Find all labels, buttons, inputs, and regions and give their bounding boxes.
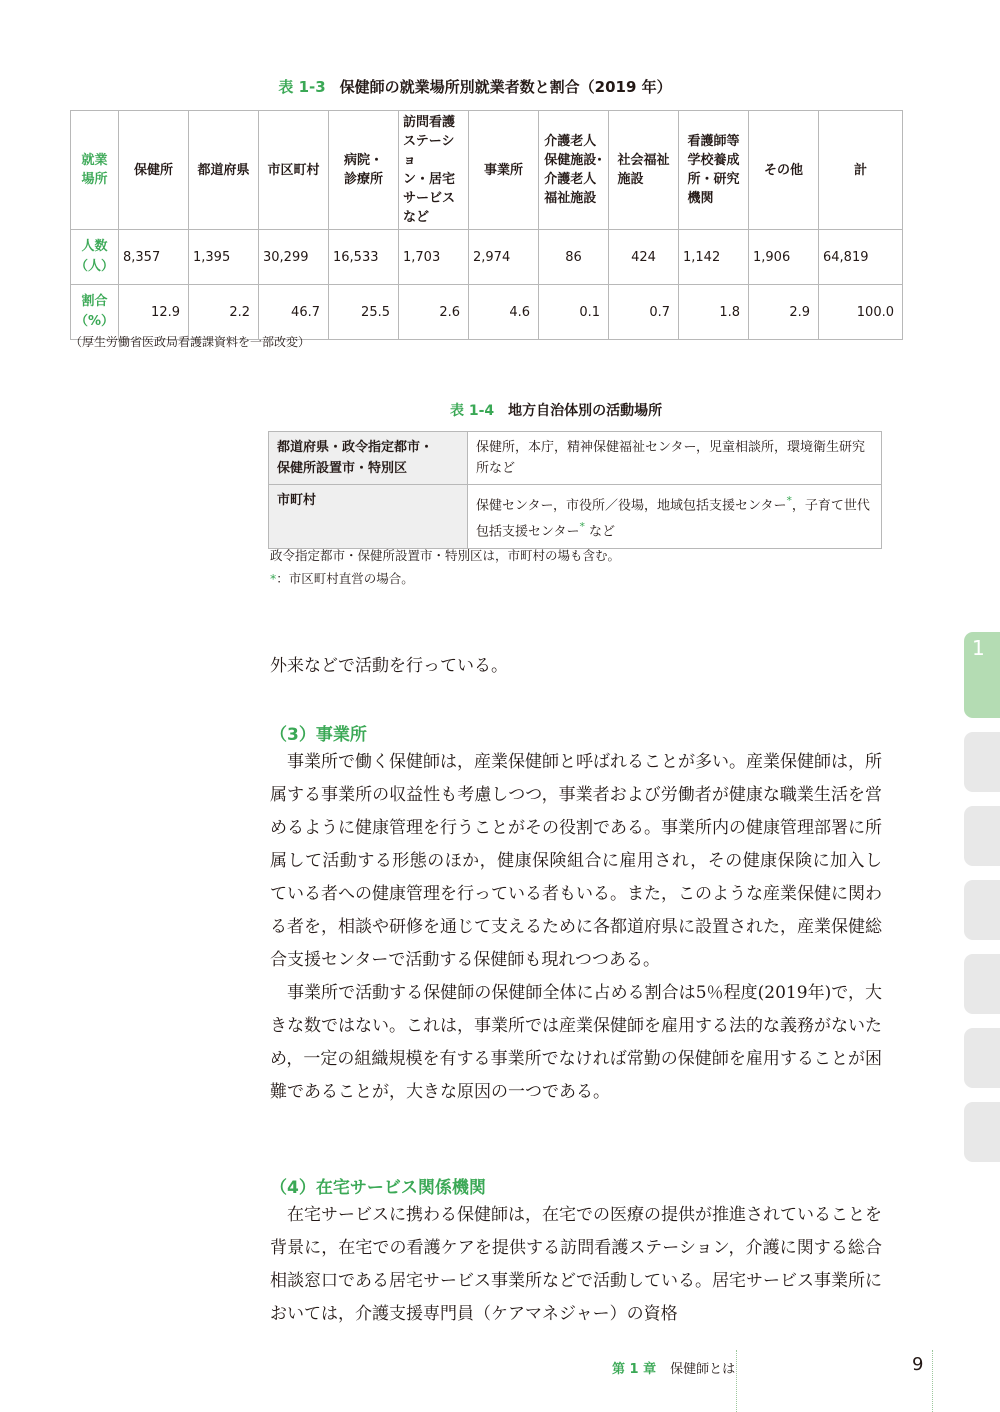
footer-divider [736, 1350, 737, 1412]
table-cell: 64,819 [819, 230, 903, 285]
table-number: 表 1-4 [450, 403, 495, 419]
chapter-tab[interactable] [964, 1028, 1000, 1088]
column-header: 訪問看護 ステーショ ン・居宅 サービス など [399, 111, 469, 230]
table-1-3-caption [0, 76, 950, 97]
column-header: 看護師等 学校養成 所・研究 機関 [679, 111, 749, 230]
column-header: その他 [749, 111, 819, 230]
chapter-tab-active[interactable]: 1 [964, 632, 1000, 718]
activity-place-table [268, 431, 882, 549]
table-cell: 1.8 [679, 285, 749, 340]
table-row [71, 230, 903, 285]
row-header: 割合 （%） [71, 285, 119, 340]
table-note: 政令指定都市・保健所設置市・特別区は，市町村の場も含む。 [270, 548, 621, 563]
table-number: 表 1-3 [278, 78, 326, 96]
table-cell: 0.7 [609, 285, 679, 340]
chapter-tab[interactable] [964, 1102, 1000, 1162]
table-cell: 2,974 [469, 230, 539, 285]
table-cell: 30,299 [259, 230, 329, 285]
table-cell: 4.6 [469, 285, 539, 340]
table-row [269, 485, 882, 549]
body-intro: 外来などで活動を行っている。 [270, 656, 508, 676]
footer-divider [932, 1350, 933, 1412]
table-cell: 46.7 [259, 285, 329, 340]
table-row [269, 432, 882, 485]
table-row [71, 285, 903, 340]
table-cell: 86 [539, 230, 609, 285]
table-cell: 424 [609, 230, 679, 285]
table-header-row [71, 111, 903, 230]
chapter-tab[interactable] [964, 732, 1000, 792]
table-cell: 2.2 [189, 285, 259, 340]
employment-table [70, 110, 903, 340]
table-cell: 0.1 [539, 285, 609, 340]
paragraph: 事業所で活動する保健師の保健師全体に占める割合は5％程度(2019年)で，大きな数ではない。これは，事業所では産業保健師を雇用する法的な義務がないため，一定の組織規模を有する事業所でなければ常勤の保健師を雇用することが困難であることが，大きな原因の一つである。 [270, 983, 882, 1102]
asterisk-mark: * [786, 494, 792, 507]
table-cell: 2.6 [399, 285, 469, 340]
section-4-text [270, 1199, 882, 1331]
table-title: 保健師の就業場所別就業者数と割合（2019 年） [339, 78, 672, 96]
table-cell: 1,142 [679, 230, 749, 285]
chapter-tab[interactable] [964, 880, 1000, 940]
table-cell: 保健センター，市役所／役場，地域包括支援センター*，子育て世代包括支援センター* など [468, 485, 882, 549]
paragraph: 在宅サービスに携わる保健師は，在宅での医療の提供が推進されていることを背景に，在宅での看護ケアを提供する訪問看護ステーション，介護に関する総合相談窓口である居宅サービス事業所などで活動している。居宅サービス事業所においては，介護支援専門員（ケアマネジャー）の資格 [270, 1205, 882, 1324]
column-header: 事業所 [469, 111, 539, 230]
section-heading-4: （4）在宅サービス関係機関 [270, 1178, 486, 1198]
chapter-tab[interactable] [964, 954, 1000, 1014]
section-3-text [270, 746, 882, 1109]
table-cell: 保健所，本庁，精神保健福祉センター，児童相談所，環境衛生研究所など [468, 432, 882, 485]
table-cell: 100.0 [819, 285, 903, 340]
table-source-note: （厚生労働省医政局看護課資料を一部改変） [70, 335, 311, 349]
table-cell: 2.9 [749, 285, 819, 340]
column-header: 病院・ 診療所 [329, 111, 399, 230]
table-title: 地方自治体別の活動場所 [508, 403, 663, 419]
table-footnote: *：市区町村直営の場合。 [270, 571, 414, 586]
row-label: 都道府県・政令指定都市・ 保健所設置市・特別区 [269, 432, 468, 485]
page-number: 9 [912, 1354, 924, 1375]
table-cell: 16,533 [329, 230, 399, 285]
table-cell: 8,357 [119, 230, 189, 285]
asterisk-mark: * [579, 520, 585, 534]
table-cell: 1,906 [749, 230, 819, 285]
table-1-4-caption [450, 400, 662, 420]
column-header: 社会福祉 施設 [609, 111, 679, 230]
table-cell: 12.9 [119, 285, 189, 340]
table-cell: 1,703 [399, 230, 469, 285]
column-header: 都道府県 [189, 111, 259, 230]
column-header: 計 [819, 111, 903, 230]
table-cell: 1,395 [189, 230, 259, 285]
corner-header: 就業 場所 [71, 111, 119, 230]
paragraph: 事業所で働く保健師は，産業保健師と呼ばれることが多い。産業保健師は，所属する事業所の収益性も考慮しつつ，事業者および労働者が健康な職業生活を営めるように健康管理を行うことがその役割である。事業所内の健康管理部署に所属して活動する形態のほか，健康保険組合に雇用され，その健康保険に加入している者への健康管理を行っている者もいる。また，このような産業保健に関わる者を，相談や研修を通じて支えるために各都道府県に設置された，産業保健総合支援センターで活動する保健師も現れつつある。 [270, 752, 882, 970]
row-label: 市町村 [269, 485, 468, 549]
chapter-tab[interactable] [964, 806, 1000, 866]
running-footer [612, 1358, 735, 1377]
chapter-number: 第 1 章 [612, 1362, 657, 1377]
column-header: 市区町村 [259, 111, 329, 230]
chapter-title: 保健師とは [670, 1362, 736, 1377]
section-heading-3: （3）事業所 [270, 725, 367, 745]
table-cell: 25.5 [329, 285, 399, 340]
row-header: 人数 （人） [71, 230, 119, 285]
column-header: 介護老人 保健施設･ 介護老人 福祉施設 [539, 111, 609, 230]
column-header: 保健所 [119, 111, 189, 230]
